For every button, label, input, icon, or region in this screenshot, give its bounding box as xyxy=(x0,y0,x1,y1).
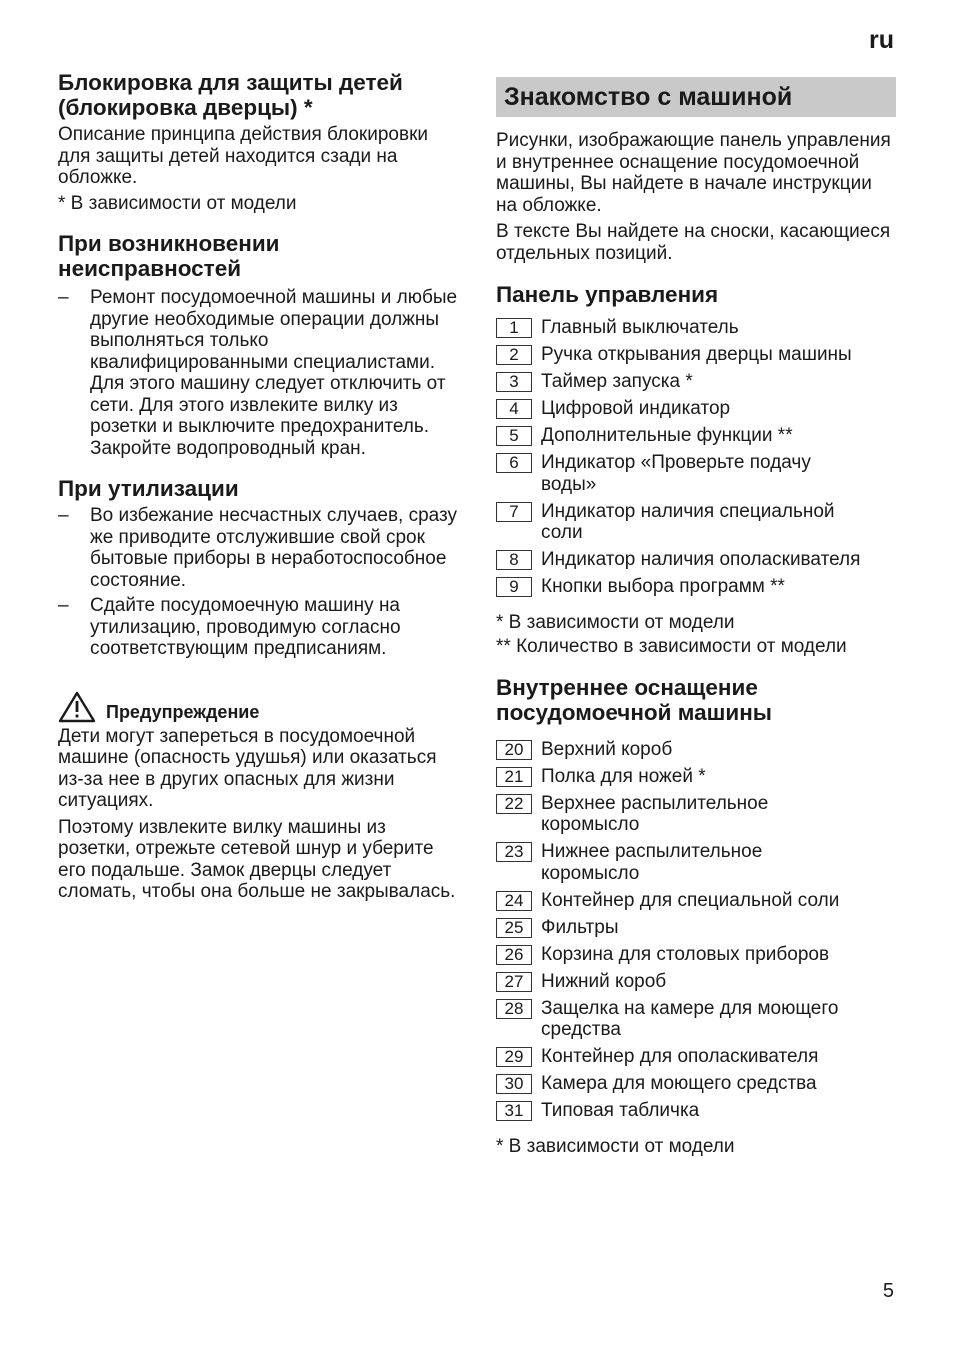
item-number: 6 xyxy=(496,453,532,473)
malfunction-section xyxy=(58,231,458,459)
item-number: 30 xyxy=(496,1074,532,1094)
item-text: Индикатор наличия ополаскивателя xyxy=(541,549,861,570)
item-number: 5 xyxy=(496,426,532,446)
list-item xyxy=(496,452,896,495)
item-text: Полка для ножей * xyxy=(541,765,706,787)
item-text: Цифровой индикатор xyxy=(541,398,731,419)
item-text: Камера для моющего средства xyxy=(541,1073,817,1094)
item-number: 1 xyxy=(496,318,532,338)
child-lock-heading: Блокировка для защиты детей (блокировка дверцы) * xyxy=(58,70,403,120)
item-number: 4 xyxy=(496,399,532,419)
item-number: 9 xyxy=(496,577,532,597)
item-text: Корзина для столовых приборов xyxy=(541,943,830,965)
item-text: Типовая табличка xyxy=(541,1100,700,1121)
item-number: 27 xyxy=(496,972,532,992)
list-item xyxy=(496,317,896,339)
item-text: Верхний короб xyxy=(541,738,673,760)
language-code: ru xyxy=(869,26,894,54)
list-item xyxy=(496,766,896,788)
intro-text-1: Рисунки, изображающие панель управления и внутреннее оснащение посудомоечной машины, Вы найдете в начале инструкции на обложке. xyxy=(496,130,891,216)
list-item xyxy=(496,1046,896,1068)
list-item: – Сдайте посудомоечную машину на утилизацию, проводимую согласно соответствующим предписаниям. xyxy=(58,595,458,660)
item-number: 28 xyxy=(496,999,532,1019)
item-number: 20 xyxy=(496,740,532,760)
malfunction-list xyxy=(58,287,458,459)
list-item: – Во избежание несчастных случаев, сразу же приводите отслужившие свой срок бытовые приборы в неработоспособное состояние. xyxy=(58,505,458,591)
item-text: Таймер запуска * xyxy=(541,371,693,392)
list-item xyxy=(496,549,896,571)
disposal-heading: При утилизации xyxy=(58,476,239,501)
item-number: 25 xyxy=(496,918,532,938)
item-number: 22 xyxy=(496,794,532,814)
panel-note-2: ** Количество в зависимости от модели xyxy=(496,636,847,657)
child-lock-section xyxy=(58,70,458,214)
list-item xyxy=(496,944,896,966)
list-item xyxy=(496,398,896,420)
list-item xyxy=(496,371,896,393)
disposal-section xyxy=(58,476,458,660)
page-number: 5 xyxy=(882,1280,894,1302)
list-item xyxy=(496,344,896,366)
left-column xyxy=(58,70,458,903)
item-number: 3 xyxy=(496,372,532,392)
warning-section xyxy=(58,691,458,903)
item-text: Контейнер для специальной соли xyxy=(541,889,840,911)
item-number: 26 xyxy=(496,945,532,965)
list-item xyxy=(496,501,896,544)
item-number: 8 xyxy=(496,550,532,570)
malfunction-heading: При возникновении неисправностей xyxy=(58,231,280,281)
item-text: Контейнер для ополаскивателя xyxy=(541,1046,819,1067)
item-number: 2 xyxy=(496,345,532,365)
item-number: 24 xyxy=(496,891,532,911)
item-text: Главный выключатель xyxy=(541,317,739,338)
list-item xyxy=(496,971,896,993)
disposal-list xyxy=(58,505,458,660)
list-item xyxy=(496,1100,896,1122)
child-lock-text: Описание принципа действия блокировки для защиты детей находится сзади на обложке. xyxy=(58,124,429,188)
list-item xyxy=(496,890,896,912)
interior-heading: Внутреннее оснащение посудомоечной машины xyxy=(496,674,773,725)
item-text: Нижний короб xyxy=(541,970,667,992)
section-banner: Знакомство с машиной xyxy=(496,77,896,117)
list-item xyxy=(496,998,896,1041)
control-panel-list xyxy=(496,317,896,598)
warning-triangle-icon xyxy=(58,691,96,723)
child-lock-note: * В зависимости от модели xyxy=(58,192,297,214)
warning-text-2: Поэтому извлеките вилку машины из розетки, отрежьте сетевой шнур и уберите его подальше. Замок дверцы следует сломать, чтобы она больше не закрывалась. xyxy=(58,816,456,902)
item-text: Индикатор наличия специальной соли xyxy=(541,500,835,543)
list-item xyxy=(496,841,896,884)
list-item xyxy=(496,576,896,598)
item-text: Кнопки выбора программ ** xyxy=(541,576,785,597)
control-panel-heading: Панель управления xyxy=(496,282,719,307)
item-text: Индикатор «Проверьте подачу воды» xyxy=(541,452,811,495)
item-text: Нижнее распылительное коромысло xyxy=(541,841,763,884)
list-item xyxy=(496,1073,896,1095)
list-item xyxy=(496,793,896,836)
right-column xyxy=(496,77,896,1157)
list-item xyxy=(496,425,896,447)
control-panel-section xyxy=(496,282,896,658)
item-number: 21 xyxy=(496,767,532,787)
item-text: Защелка на камере для моющего средства xyxy=(541,997,839,1040)
item-text: Дополнительные функции ** xyxy=(541,425,793,446)
warning-title: Предупреждение xyxy=(106,701,260,722)
warning-header xyxy=(58,691,458,723)
list-item: – Ремонт посудомоечной машины и любые другие необходимые операции должны выполняться только квалифицированными специалистами. Для этого машину следует отключить от сети. Для этого извлеките вилку из розетки и выключите предохранитель. Закройте водопроводный кран. xyxy=(58,287,458,459)
interior-note: * В зависимости от модели xyxy=(496,1135,735,1157)
item-text: Верхнее распылительное коромысло xyxy=(541,792,769,835)
item-number: 31 xyxy=(496,1101,532,1121)
panel-note-1: * В зависимости от модели xyxy=(496,611,735,633)
interior-list xyxy=(496,739,896,1122)
item-number: 29 xyxy=(496,1047,532,1067)
warning-text-1: Дети могут запереться в посудомоечной машине (опасность удушья) или оказаться из-за нее в других опасных для жизни ситуациях. xyxy=(58,725,437,811)
intro-text-2: В тексте Вы найдете на сноски, касающиеся отдельных позиций. xyxy=(496,221,891,264)
item-number: 23 xyxy=(496,842,532,862)
list-item xyxy=(496,739,896,761)
item-text: Фильтры xyxy=(541,916,619,938)
item-number: 7 xyxy=(496,502,532,522)
list-item xyxy=(496,917,896,939)
item-text: Ручка открывания дверцы машины xyxy=(541,344,852,365)
interior-section xyxy=(496,675,896,1158)
